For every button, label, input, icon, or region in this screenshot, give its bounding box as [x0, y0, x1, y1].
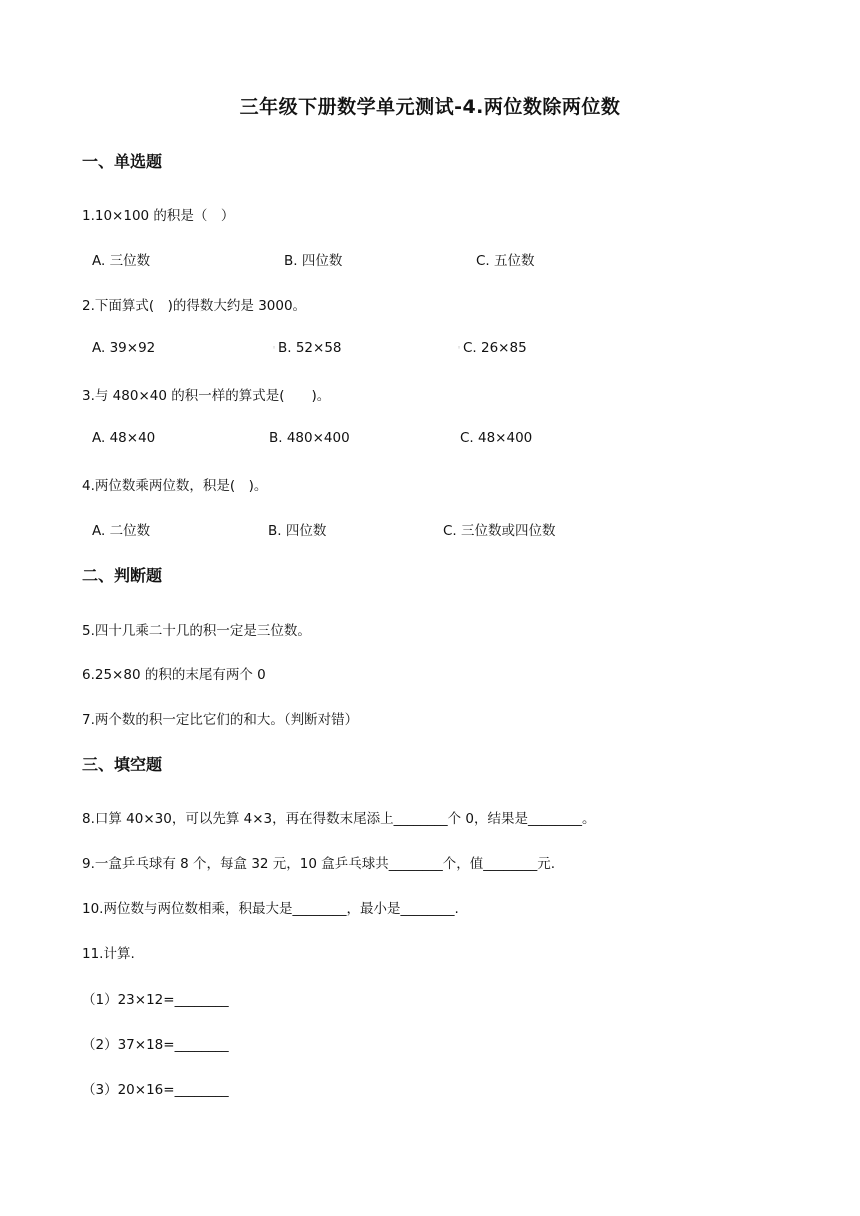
- q3-option-a: A. 48×40: [92, 430, 156, 446]
- question-5: 5.四十几乘二十几的积一定是三位数。: [82, 623, 311, 639]
- question-1: 1.10×100 的积是（ ）: [82, 208, 235, 224]
- section-heading-true-false: 二、判断题: [82, 566, 163, 585]
- question-11: 11.计算.: [82, 946, 135, 962]
- question-2: 2.下面算式( )的得数大约是 3000。: [82, 298, 307, 314]
- question-7: 7.两个数的积一定比它们的和大。（判断对错）: [82, 712, 359, 728]
- q1-option-c: C. 五位数: [476, 253, 535, 269]
- q1-option-a: A. 三位数: [92, 253, 151, 269]
- q4-option-a: A. 二位数: [92, 523, 151, 539]
- page-title: 三年级下册数学单元测试-4.两位数除两位数: [239, 96, 621, 118]
- section-heading-fill-in: 三、填空题: [82, 755, 163, 774]
- q3-option-c: C. 48×400: [460, 430, 533, 446]
- q2-option-b: B. 52×58: [278, 340, 342, 356]
- option-bullet-icon: ◦: [457, 344, 462, 352]
- option-bullet-icon: ◦: [272, 344, 277, 352]
- q4-option-c: C. 三位数或四位数: [443, 523, 556, 539]
- question-6: 6.25×80 的积的末尾有两个 0: [82, 667, 266, 683]
- q2-option-c: C. 26×85: [463, 340, 527, 356]
- question-10: 10.两位数与两位数相乘，积最大是________，最小是________.: [82, 901, 459, 917]
- q11-part-1: （1）23×12=________: [82, 992, 229, 1008]
- q3-option-b: B. 480×400: [269, 430, 350, 446]
- q4-option-b: B. 四位数: [268, 523, 327, 539]
- section-heading-single-choice: 一、单选题: [82, 152, 163, 171]
- q2-option-a: A. 39×92: [92, 340, 156, 356]
- question-3: 3.与 480×40 的积一样的算式是( )。: [82, 388, 331, 404]
- q11-part-2: （2）37×18=________: [82, 1037, 229, 1053]
- q11-part-3: （3）20×16=________: [82, 1082, 229, 1098]
- question-4: 4.两位数乘两位数，积是( )。: [82, 478, 268, 494]
- question-9: 9.一盒乒乓球有 8 个，每盒 32 元，10 盒乒乓球共________个，值________元.: [82, 856, 556, 872]
- q1-option-b: B. 四位数: [284, 253, 343, 269]
- question-8: 8.口算 40×30，可以先算 4×3，再在得数末尾添上________个 0，结果是________。: [82, 811, 596, 827]
